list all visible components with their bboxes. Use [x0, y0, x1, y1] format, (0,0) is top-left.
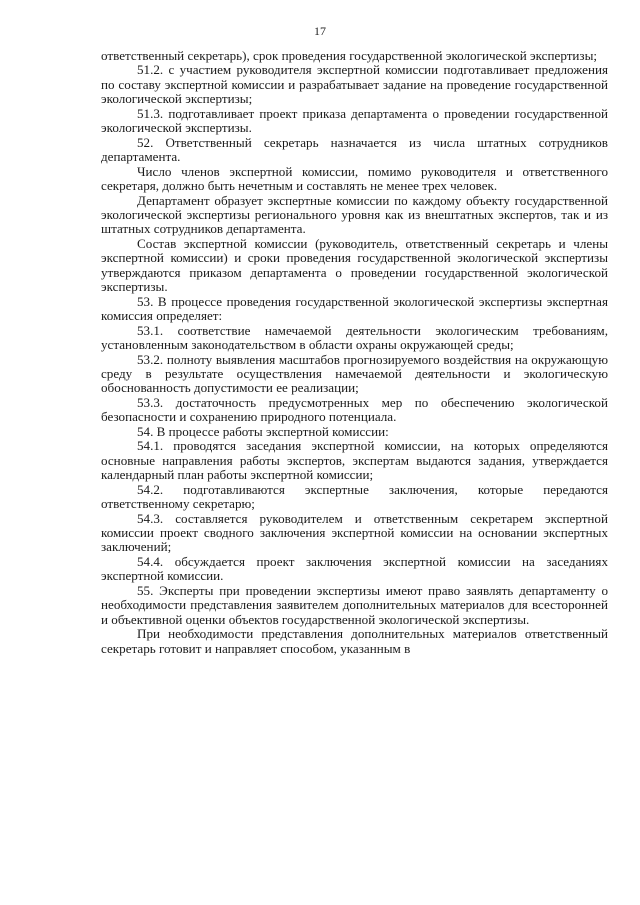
- paragraph-54-3: 54.3. составляется руководителем и ответственным секретарем экспертной комиссии проект сводного заключения экспертной комиссии на основании экспертных заключений;: [101, 510, 608, 555]
- paragraph-55-additional: При необходимости представления дополнительных материалов ответственный секретарь готовит и направляет способом, указанным в: [101, 626, 608, 656]
- paragraph-52-commissions: Департамент образует экспертные комиссии по каждому объекту государственной экологической экспертизы регионального уровня как из внештатных экспертов, так и из штатных сотрудников департамента.: [101, 192, 608, 237]
- paragraph-54-4: 54.4. обсуждается проект заключения экспертной комиссии на заседаниях экспертной комиссии.: [101, 553, 608, 584]
- document-body: [101, 49, 608, 656]
- paragraph-54: 54. В процессе работы экспертной комиссии:: [137, 423, 389, 439]
- paragraph-54-2: 54.2. подготавливаются экспертные заключения, которые передаются ответственному секретарю;: [101, 481, 608, 512]
- page-number: 17: [314, 24, 326, 38]
- paragraph-52-composition: Состав экспертной комиссии (руководитель, ответственный секретарь и члены экспертной комиссии) и сроки проведения государственной экологической экспертизы утверждаются приказом департамента о проведении государственной экологической экспертизы.: [101, 235, 608, 295]
- paragraph-52-members: Число членов экспертной комиссии, помимо руководителя и ответственного секретаря, должно быть нечетным и составлять не менее трех человек.: [101, 163, 608, 194]
- paragraph-53-1: 53.1. соответствие намечаемой деятельности экологическим требованиям, установленным законодательством в области охраны окружающей среды;: [101, 322, 608, 353]
- paragraph-51-3: 51.3. подготавливает проект приказа департамента о проведении государственной экологической экспертизы.: [101, 105, 608, 136]
- paragraph-54-1: 54.1. проводятся заседания экспертной комиссии, на которых определяются основные направления работы экспертов, экспертам выдаются задания, утверждается календарный план работы экспертной комиссии;: [101, 438, 608, 483]
- paragraph-continuation: ответственный секретарь), срок проведения государственной экологической экспертизы;: [101, 48, 598, 63]
- paragraph-55: 55. Эксперты при проведении экспертизы имеют право заявлять департаменту о необходимости представления заявителем дополнительных материалов для всесторонней и объективной оценки объектов государственной экологической экспертизы.: [101, 582, 608, 627]
- paragraph-52: 52. Ответственный секретарь назначается из числа штатных сотрудников департамента.: [101, 134, 608, 165]
- paragraph-53-2: 53.2. полноту выявления масштабов прогнозируемого воздействия на окружающую среду в результате осуществления намечаемой деятельности и экологическую обоснованность допустимости ее реализации;: [101, 351, 608, 396]
- paragraph-51-2: 51.2. с участием руководителя экспертной комиссии подготавливает предложения по составу экспертной комиссии и разрабатывает задание на проведение государственной экологической экспертизы;: [101, 62, 608, 107]
- paragraph-53-3: 53.3. достаточность предусмотренных мер по обеспечению экологической безопасности и сохранению природного потенциала.: [101, 394, 608, 425]
- paragraph-53: 53. В процессе проведения государственной экологической экспертизы экспертная комиссия определяет:: [101, 293, 608, 324]
